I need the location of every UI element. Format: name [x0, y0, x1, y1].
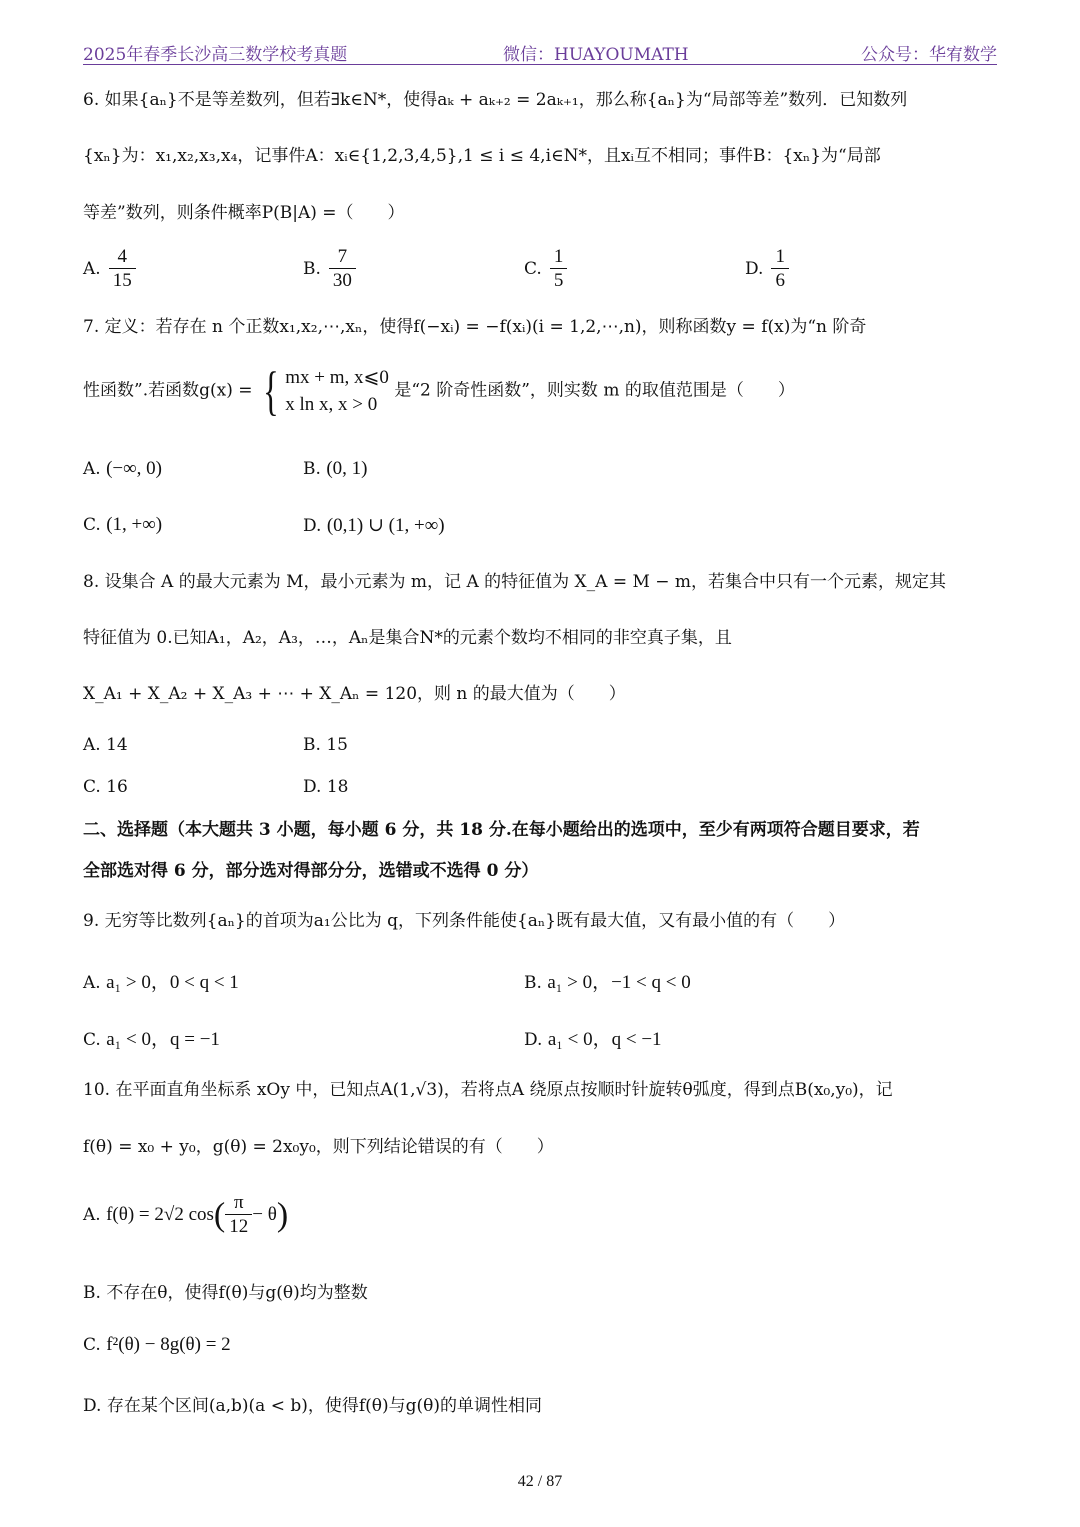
- q7-option-b: [303, 458, 367, 480]
- fraction: [109, 246, 136, 293]
- section2-line1: 二、选择题（本大题共 3 小题，每小题 6 分，共 18 分.在每小题给出的选项中，至少有两项符合题目要求，若: [83, 820, 920, 840]
- q9-option-d: [524, 1024, 662, 1051]
- numerator: 1: [550, 246, 568, 269]
- option-text: 16: [106, 777, 128, 797]
- q8-line2: 特征值为 0.已知A₁，A₂，A₃，…，Aₙ是集合N*的元素个数均不相同的非空真子集，且: [83, 628, 732, 648]
- option-text: f²(θ) − 8g(θ) = 2: [106, 1334, 231, 1355]
- piecewise-cases: [285, 364, 389, 418]
- q7-option-d: [303, 514, 445, 537]
- option-label: A.: [83, 259, 101, 279]
- q7-line2-post: 是“2 阶奇性函数”，则实数 m 的取值范围是（ ）: [394, 380, 795, 401]
- q9-option-a: [83, 967, 239, 994]
- denominator: 15: [112, 270, 132, 291]
- option-text: a₁ > 0，−1 < q < 0: [547, 972, 691, 993]
- q6-line3: 等差”数列，则条件概率P(B|A) =（ ）: [83, 203, 405, 223]
- denominator: 6: [775, 270, 785, 291]
- option-text: a₁ < 0，q = −1: [106, 1029, 220, 1050]
- option-label: A.: [83, 973, 101, 993]
- option-label: B.: [303, 459, 321, 479]
- left-paren: (: [213, 1196, 226, 1234]
- fraction: [550, 246, 568, 293]
- case-1: mx + m, x⩽0: [285, 367, 389, 388]
- fraction: [225, 1192, 252, 1239]
- option-label: C.: [83, 1030, 101, 1050]
- option-label: B.: [524, 973, 542, 993]
- q7-line2: [83, 361, 795, 421]
- option-label: B.: [303, 259, 321, 279]
- q6-option-c: [524, 246, 567, 293]
- option-a-expr-pre: f(θ) = 2√2 cos: [106, 1204, 214, 1225]
- page-number: 42 / 87: [517, 1473, 563, 1490]
- option-label: D.: [524, 1030, 543, 1050]
- option-label: D.: [303, 777, 322, 797]
- header-title: 2025年春季长沙高三数学校考真题: [83, 45, 348, 65]
- option-label: D.: [745, 259, 764, 279]
- option-text: 不存在θ，使得f(θ)与g(θ)均为整数: [106, 1283, 368, 1303]
- numerator: π: [225, 1192, 252, 1215]
- option-text: (0, 1): [326, 458, 368, 479]
- page-header: [83, 38, 997, 65]
- right-paren: ): [276, 1196, 289, 1234]
- left-brace: {: [263, 361, 279, 421]
- q6-line1: 6. 如果{aₙ}不是等差数列，但若∃k∈N*，使得aₖ + aₖ₊₂ = 2aₖ₊₁，那么称{aₙ}为“局部等差”数列．已知数列: [83, 90, 908, 110]
- denominator: 5: [553, 270, 564, 291]
- q7-line2-pre: 性函数”.若函数g(x) =: [83, 380, 253, 401]
- q7-option-c: [83, 514, 162, 536]
- option-label: A.: [83, 459, 101, 479]
- option-text: a₁ > 0，0 < q < 1: [106, 972, 239, 993]
- header-account: 公众号：华宥数学: [861, 45, 997, 65]
- option-text: (1, +∞): [106, 514, 163, 535]
- q6-option-b: [303, 246, 356, 293]
- option-label: D.: [83, 1396, 102, 1416]
- q9-line1: 9. 无穷等比数列{aₙ}的首项为a₁公比为 q，下列条件能使{aₙ}既有最大值，又有最小值的有（ ）: [83, 911, 846, 931]
- q6-line2: {xₙ}为：x₁,x₂,x₃,x₄，记事件A：xᵢ∈{1,2,3,4,5},1 ≤ i ≤ 4,i∈N*，且xᵢ互不相同；事件B：{xₙ}为“局部: [83, 146, 881, 166]
- option-text: 15: [326, 735, 348, 755]
- header-wechat: 微信：HUAYOUMATH: [503, 45, 689, 65]
- fraction: [771, 246, 789, 293]
- q7-option-a: [83, 458, 162, 480]
- q10-option-a: [83, 1192, 288, 1239]
- option-label: C.: [83, 515, 101, 535]
- fraction: [329, 246, 356, 293]
- q10-line2: f(θ) = x₀ + y₀，g(θ) = 2x₀y₀，则下列结论错误的有（ ）: [83, 1137, 554, 1157]
- option-text: (−∞, 0): [106, 458, 163, 479]
- option-text: (0,1) ∪ (1, +∞): [326, 515, 445, 536]
- numerator: 7: [329, 246, 356, 269]
- option-text: 存在某个区间(a,b)(a < b)，使得f(θ)与g(θ)的单调性相同: [106, 1396, 543, 1416]
- option-text: 14: [106, 735, 128, 755]
- q10-option-d: [83, 1391, 542, 1416]
- q8-option-a: [83, 735, 128, 755]
- option-a-expr-post: − θ: [252, 1204, 277, 1225]
- option-text: a₁ < 0，q < −1: [547, 1029, 662, 1050]
- q7-line1: 7. 定义：若存在 n 个正数x₁,x₂,⋯,xₙ，使得f(−xᵢ) = −f(xᵢ)(i = 1,2,⋯,n)，则称函数y = f(x)为“n 阶奇: [83, 317, 867, 337]
- option-label: B.: [303, 735, 321, 755]
- case-2: x ln x, x > 0: [285, 394, 378, 415]
- option-label: D.: [303, 516, 322, 536]
- numerator: 4: [109, 246, 136, 269]
- q6-option-d: [745, 246, 789, 293]
- option-label: C.: [83, 1335, 101, 1355]
- q8-option-d: [303, 777, 348, 797]
- option-label: C.: [524, 259, 542, 279]
- q8-line1: 8. 设集合 A 的最大元素为 M，最小元素为 m，记 A 的特征值为 X_A = M − m，若集合中只有一个元素，规定其: [83, 572, 947, 592]
- option-label: A.: [83, 1205, 101, 1225]
- denominator: 12: [229, 1216, 249, 1237]
- q8-option-c: [83, 777, 128, 797]
- q10-option-c: [83, 1334, 231, 1356]
- q9-option-b: [524, 967, 691, 994]
- q10-line1: 10. 在平面直角坐标系 xOy 中，已知点A(1,√3)，若将点A 绕原点按顺时针旋转θ弧度，得到点B(x₀,y₀)，记: [83, 1080, 893, 1100]
- q9-option-c: [83, 1024, 220, 1051]
- denominator: 30: [332, 270, 352, 291]
- q8-line3: X_A₁ + X_A₂ + X_A₃ + ⋯ + X_Aₙ = 120，则 n 的最大值为（ ）: [83, 684, 626, 704]
- option-label: A.: [83, 735, 101, 755]
- option-label: C.: [83, 777, 101, 797]
- numerator: 1: [771, 246, 789, 269]
- q10-option-b: [83, 1278, 368, 1303]
- q6-option-a: [83, 246, 136, 293]
- option-label: B.: [83, 1283, 101, 1303]
- q8-option-b: [303, 735, 348, 755]
- section2-line2: 全部选对得 6 分，部分选对得部分分，选错或不选得 0 分）: [83, 861, 539, 881]
- option-text: 18: [326, 777, 349, 797]
